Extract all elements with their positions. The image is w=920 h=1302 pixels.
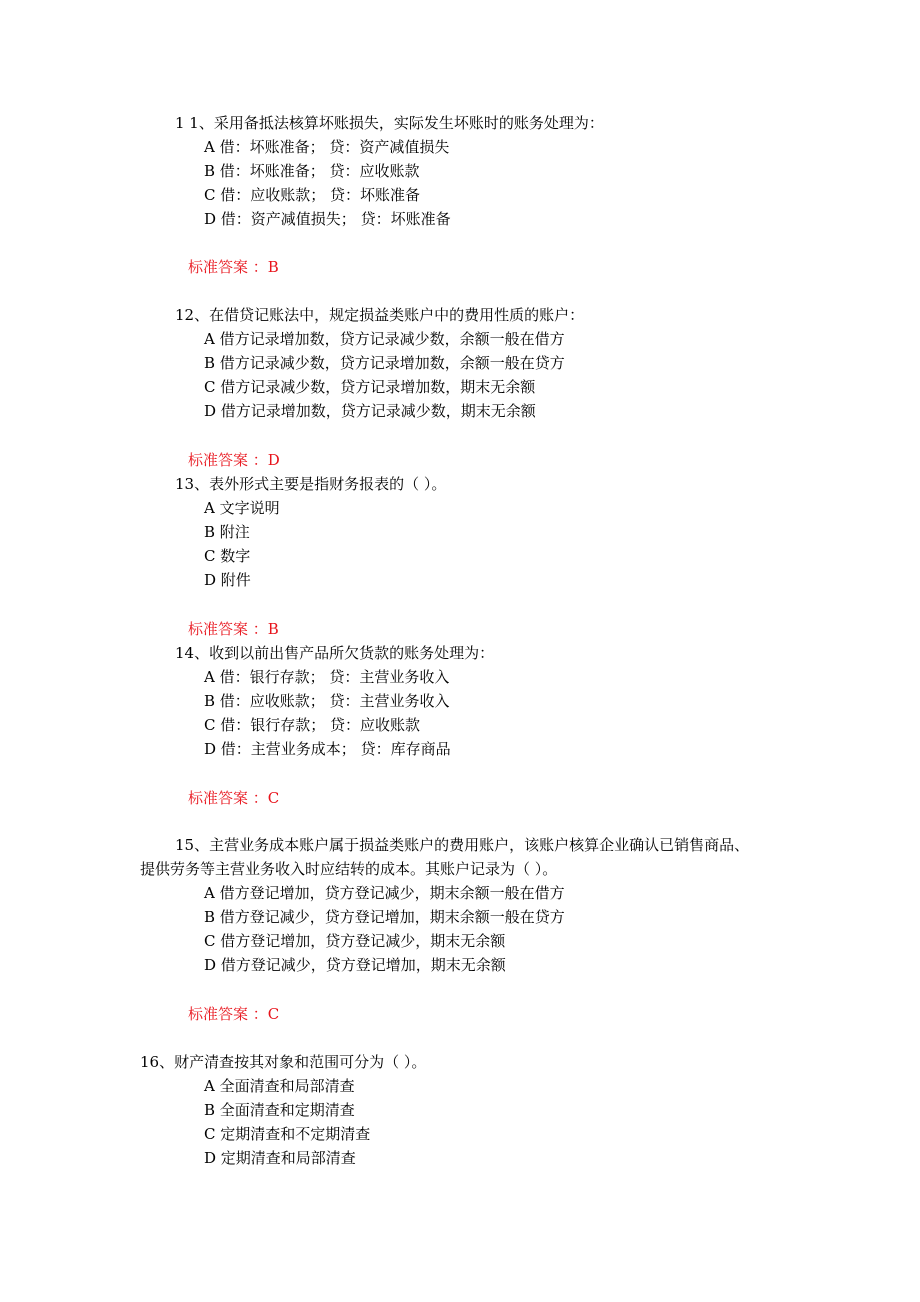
question-13-stem: 13、表外形式主要是指财务报表的（ ）。 xyxy=(175,475,447,493)
question-11-answer: 标准答案 ：B xyxy=(188,258,279,276)
question-16-option-c: C 定期清查和不定期清查 xyxy=(204,1125,371,1143)
question-11-option-d: D 借：资产减值损失； 贷：坏账准备 xyxy=(204,210,451,228)
question-14-stem: 14、收到以前出售产品所欠货款的账务处理为： xyxy=(175,644,495,662)
question-13-option-c: C 数字 xyxy=(204,547,251,565)
question-12-stem: 12、在借贷记账法中，规定损益类账户中的费用性质的账户： xyxy=(175,306,585,324)
question-14-option-b: B 借：应收账款； 贷：主营业务收入 xyxy=(204,692,450,710)
question-11-option-a: A 借：坏账准备； 贷：资产减值损失 xyxy=(204,138,450,156)
question-15-stem: 15、主营业务成本账户属于损益类账户的费用账户，该账户核算企业确认已销售商品、 xyxy=(175,836,750,854)
question-14-option-a: A 借：银行存款； 贷：主营业务收入 xyxy=(204,668,450,686)
question-16-option-a: A 全面清查和局部清查 xyxy=(204,1077,355,1095)
question-13-option-b: B 附注 xyxy=(204,523,250,541)
question-14-option-d: D 借：主营业务成本； 贷：库存商品 xyxy=(204,740,451,758)
question-13-option-a: A 文字说明 xyxy=(204,499,280,517)
question-12-answer: 标准答案 ：D xyxy=(188,451,280,469)
question-12-option-a: A 借方记录增加数，贷方记录减少数，余额一般在借方 xyxy=(204,330,565,348)
question-15-option-a: A 借方登记增加，贷方登记减少，期末余额一般在借方 xyxy=(204,884,565,902)
question-15-answer: 标准答案 ：C xyxy=(188,1005,280,1023)
question-12-option-c: C 借方记录减少数，贷方记录增加数，期末无余额 xyxy=(204,378,536,396)
question-11-option-b: B 借：坏账准备； 贷：应收账款 xyxy=(204,162,420,180)
question-13-option-d: D 附件 xyxy=(204,571,251,589)
question-15-option-c: C 借方登记增加，贷方登记减少，期末无余额 xyxy=(204,932,506,950)
question-14-option-c: C 借：银行存款； 贷：应收账款 xyxy=(204,716,421,734)
question-15-option-d: D 借方登记减少，贷方登记增加，期末无余额 xyxy=(204,956,506,974)
question-12-option-d: D 借方记录增加数，贷方记录减少数，期末无余额 xyxy=(204,402,536,420)
question-11-stem: 1 1、采用备抵法核算坏账损失，实际发生坏账时的账务处理为： xyxy=(175,114,604,132)
question-15-option-b: B 借方登记减少，贷方登记增加，期末余额一般在贷方 xyxy=(204,908,565,926)
question-16-option-d: D 定期清查和局部清查 xyxy=(204,1149,356,1167)
question-14-answer: 标准答案 ：C xyxy=(188,789,280,807)
question-16-option-b: B 全面清查和定期清查 xyxy=(204,1101,355,1119)
question-16-stem: 16、财产清查按其对象和范围可分为（ ）。 xyxy=(140,1053,427,1071)
question-15-stem-continuation: 提供劳务等主营业务收入时应结转的成本。其账户记录为（ ）。 xyxy=(140,860,558,878)
question-11-option-c: C 借：应收账款； 贷：坏账准备 xyxy=(204,186,421,204)
question-12-option-b: B 借方记录减少数，贷方记录增加数，余额一般在贷方 xyxy=(204,354,565,372)
question-13-answer: 标准答案 ：B xyxy=(188,620,279,638)
